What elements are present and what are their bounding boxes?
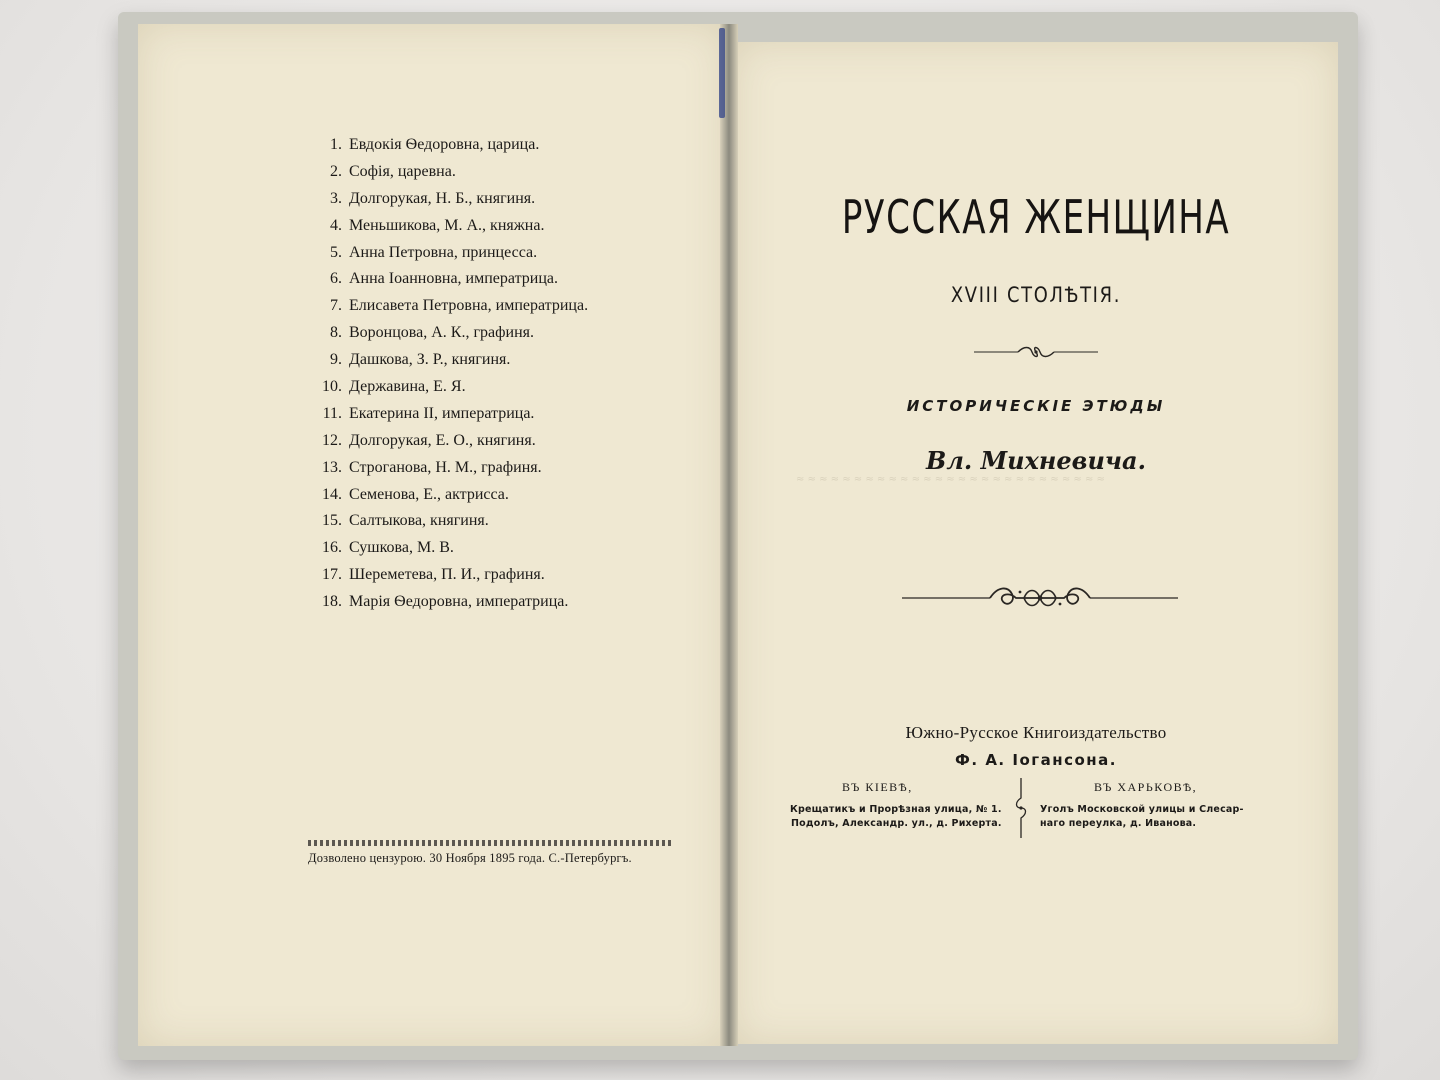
contents-item-text: Марія Ѳедоровна, императрица. <box>349 593 569 611</box>
contents-item-text: Воронцова, А. К., графиня. <box>349 324 534 342</box>
contents-item <box>300 455 588 482</box>
contents-item-text: Софія, царевна. <box>349 162 456 180</box>
small-ornament-icon <box>974 344 1098 360</box>
contents-item <box>300 293 588 320</box>
contents-item-number: 16. <box>322 539 342 557</box>
contents-item <box>300 562 588 589</box>
contents-item <box>300 240 588 267</box>
contents-item-number: 17. <box>322 566 342 584</box>
censorship-note: Дозволено цензурою. 30 Ноября 1895 года. С.-Петербургъ. <box>308 851 632 865</box>
contents-item-number: 18. <box>322 593 342 611</box>
contents-item-number: 7. <box>330 297 342 315</box>
address-kiev <box>790 803 1002 831</box>
address-kharkov <box>1040 803 1244 831</box>
contents-item <box>300 266 588 293</box>
contents-item <box>300 589 588 616</box>
contents-item-text: Салтыкова, княгиня. <box>349 512 489 530</box>
bookmark-ribbon <box>719 28 725 118</box>
contents-item <box>300 428 588 455</box>
contents-item-number: 8. <box>330 324 342 342</box>
address-line: Крещатикъ и Прорѣзная улица, № 1. <box>790 804 1002 815</box>
contents-item <box>300 132 588 159</box>
contents-item-number: 3. <box>330 189 342 207</box>
contents-item-number: 12. <box>322 431 342 449</box>
contents-item-text: Екатерина II, императрица. <box>349 404 535 422</box>
contents-item-number: 13. <box>322 458 342 476</box>
contents-item <box>300 213 588 240</box>
contents-item-number: 1. <box>330 136 342 153</box>
contents-item-number: 6. <box>330 270 342 288</box>
contents-item <box>300 347 588 374</box>
contents-item <box>300 186 588 213</box>
contents-item <box>300 159 588 186</box>
address-line: наго переулка, д. Иванова. <box>1040 818 1197 829</box>
contents-item-number: 15. <box>322 512 342 530</box>
contents-item <box>300 401 588 428</box>
contents-item-text: Евдокія Ѳедоровна, царица. <box>349 136 540 153</box>
contents-item-text: Державина, Е. Я. <box>349 378 466 396</box>
city-kharkov: ВЪ ХАРЬКОВѢ, <box>1094 780 1198 794</box>
book-subtitle: XVIII СТОЛѢТІЯ. <box>950 283 1122 307</box>
vertical-divider-ornament-icon <box>1013 778 1029 838</box>
contents-item-number: 5. <box>330 243 342 261</box>
contents-item-text: Строганова, Н. М., графиня. <box>349 458 542 476</box>
contents-item-text: Шереметева, П. И., графиня. <box>349 566 545 584</box>
author-name: Вл. Михневича. <box>926 446 1146 475</box>
decorative-ornament-icon <box>902 580 1178 616</box>
contents-item-text: Анна Іоанновна, императрица. <box>349 270 559 288</box>
contents-item <box>300 482 588 509</box>
contents-item-text: Елисавета Петровна, императрица. <box>349 297 589 315</box>
contents-item-text: Анна Петровна, принцесса. <box>349 243 538 261</box>
contents-item-text: Сушкова, М. В. <box>349 539 454 557</box>
contents-item-text: Меньшикова, М. А., княжна. <box>349 216 545 234</box>
contents-item <box>300 374 588 401</box>
city-kiev: ВЪ КІЕВѢ, <box>842 780 913 794</box>
address-line: Подолъ, Александр. ул., д. Рихерта. <box>790 818 1002 829</box>
address-line: Уголъ Московской улицы и Слесар- <box>1040 804 1244 815</box>
contents-item-number: 10. <box>322 378 342 396</box>
wavy-rule <box>308 840 674 846</box>
book-title: РУССКАЯ ЖЕНЩИНА <box>841 190 1231 244</box>
contents-list <box>300 132 588 616</box>
contents-item-number: 9. <box>330 351 342 369</box>
contents-item-number: 14. <box>322 485 342 503</box>
contents-item-text: Долгорукая, Е. О., княгиня. <box>349 431 536 449</box>
genre-line: ИСТОРИЧЕСКІЕ ЭТЮДЫ <box>906 397 1166 415</box>
contents-item-number: 11. <box>322 404 342 422</box>
contents-item-number: 4. <box>330 216 342 234</box>
publisher-name: Ф. А. Іогансона. <box>955 751 1117 769</box>
contents-item <box>300 320 588 347</box>
contents-item <box>300 535 588 562</box>
contents-item-text: Дашкова, З. Р., княгиня. <box>349 351 511 369</box>
contents-item-text: Долгорукая, Н. Б., княгиня. <box>349 189 536 207</box>
contents-item-number: 2. <box>330 162 342 180</box>
contents-item-text: Семенова, Е., актрисса. <box>349 485 509 503</box>
contents-item <box>300 508 588 535</box>
publisher-line: Южно-Русское Книгоиздательство <box>905 723 1167 742</box>
book-spine-gutter <box>720 24 738 1046</box>
show-through-text: ≈ ≈ ≈ ≈ ≈ ≈ ≈ ≈ ≈ ≈ ≈ ≈ ≈ ≈ ≈ ≈ ≈ ≈ ≈ ≈ ≈ ≈ ≈ ≈ ≈ ≈ ≈ <box>796 474 1105 485</box>
